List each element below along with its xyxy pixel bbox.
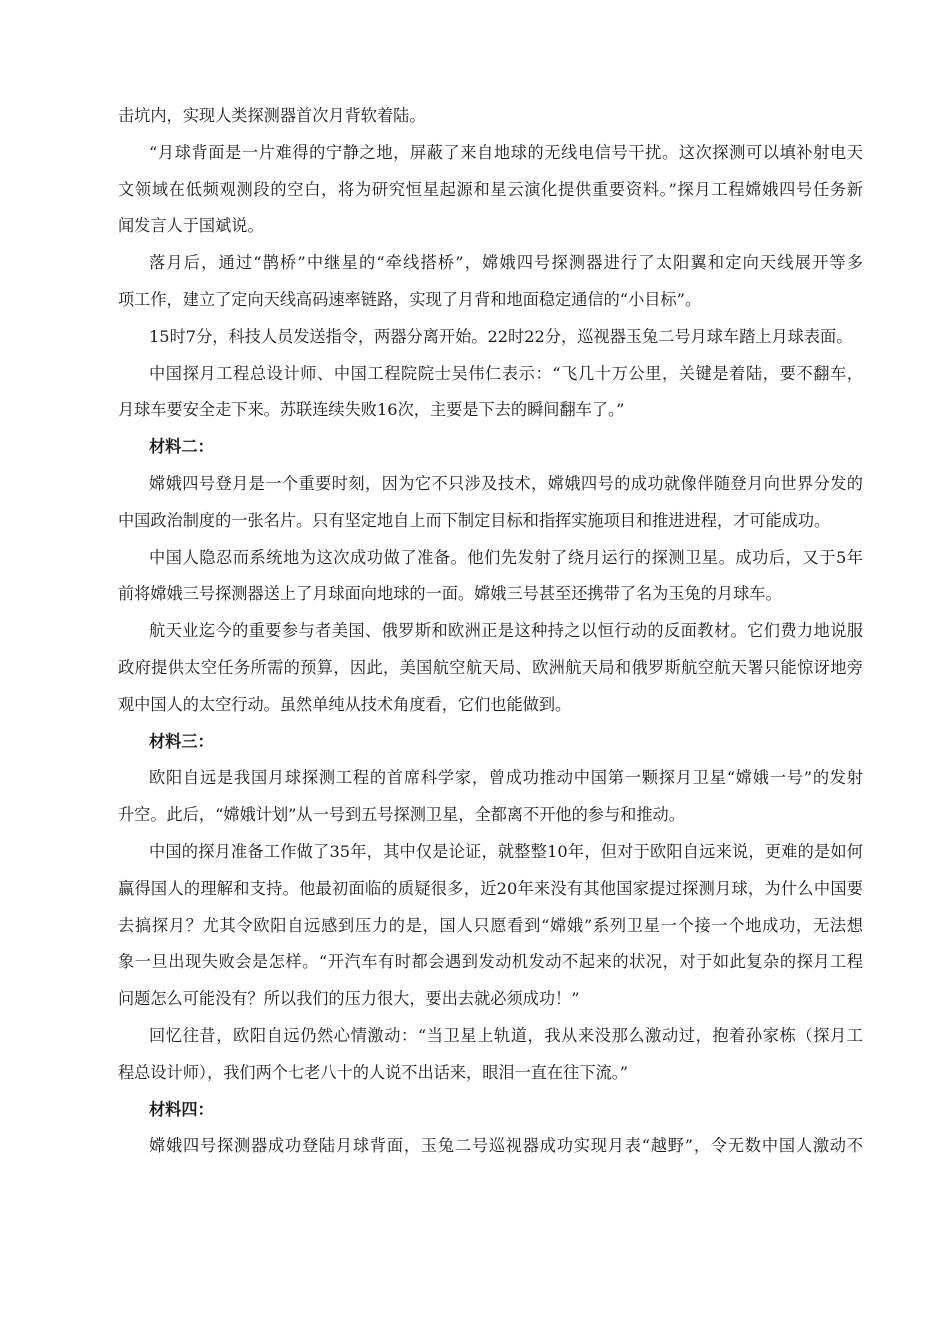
text-line: 去搞探月？尤其令欧阳自远感到压力的是，国人只愿看到“嫦娥”系列卫星一个接一个地成功，无法想 [118, 915, 863, 935]
text-line: 中国的探月准备工作做了35年，其中仅是论证，就整整10年，但对于欧阳自远来说，更难的是如何 [149, 841, 863, 861]
text-line: 观中国人的太空行动。虽然单纯从技术角度看，它们也能做到。 [118, 694, 572, 714]
text-line: 政府提供太空任务所需的预算，因此，美国航空航天局、欧洲航天局和俄罗斯航空航天署只能惊讶地旁 [118, 657, 863, 677]
text-line: 前将嫦娥三号探测器送上了月球面向地球的一面。嫦娥三号甚至还携带了名为玉兔的月球车。 [118, 584, 782, 604]
text-line: “月球背面是一片难得的宁静之地，屏蔽了来自地球的无线电信号干扰。这次探测可以填补射电天 [149, 142, 863, 162]
text-line: 落月后，通过“鹊桥”中继星的“牵线搭桥”，嫦娥四号探测器进行了太阳翼和定向天线展开等多 [149, 253, 863, 273]
text-line: 升空。此后，“嫦娥计划”从一号到五号探测卫星，全都离不开他的参与和推动。 [118, 805, 685, 825]
text-line: 项工作，建立了定向天线高码速率链路，实现了月背和地面稳定通信的“小目标”。 [118, 289, 702, 309]
text-line: 月球车要安全走下来。苏联连续失败16次，主要是下去的瞬间翻车了。” [118, 400, 625, 420]
text-line: 欧阳自远是我国月球探测工程的首席科学家，曾成功推动中国第一颗探月卫星“嫦娥一号”的发射 [149, 768, 863, 788]
text-line: 闻发言人于国斌说。 [118, 216, 264, 236]
text-line: 中国人隐忍而系统地为这次成功做了准备。他们先发射了绕月运行的探测卫星。成功后，又于5年 [149, 547, 863, 567]
section-heading: 材料二： [149, 437, 214, 457]
text-line: 航天业迄今的重要参与者美国、俄罗斯和欧洲正是这种持之以恒行动的反面教材。它们费力地说服 [149, 621, 863, 641]
text-line: 15时7分，科技人员发送指令，两器分离开始。22时22分，巡视器玉兔二号月球车踏上月球表面。 [149, 326, 853, 346]
text-line: 程总设计师），我们两个七老八十的人说不出话来，眼泪一直在往下流。” [118, 1062, 629, 1082]
text-line: 中国探月工程总设计师、中国工程院院士吴伟仁表示：“飞几十万公里，关键是着陆，要不翻车， [149, 363, 863, 383]
text-line: 问题怎么可能没有？所以我们的压力很大，要出去就必须成功！” [118, 989, 580, 1009]
text-line: 中国政治制度的一张名片。只有坚定地自上而下制定目标和指挥实施项目和推进进程，才可能成功。 [118, 510, 831, 530]
text-line: 回忆往昔，欧阳自远仍然心情激动：“当卫星上轨道，我从来没那么激动过，抱着孙家栋（探月工 [149, 1025, 863, 1045]
text-line: 击坑内，实现人类探测器首次月背软着陆。 [118, 106, 426, 125]
text-line: 嫦娥四号探测器成功登陆月球背面，玉兔二号巡视器成功实现月表“越野”，令无数中国人激动不 [149, 1136, 863, 1156]
text-line: 嫦娥四号登月是一个重要时刻，因为它不只涉及技术，嫦娥四号的成功就像伴随登月向世界分发的 [149, 473, 863, 493]
text-line: 赢得国人的理解和支持。他最初面临的质疑很多，近20年来没有其他国家提过探测月球，为什么中国要 [118, 878, 863, 898]
text-line: 文领域在低频观测段的空白，将为研究恒星起源和星云演化提供重要资料。”探月工程嫦娥四号任务新 [118, 179, 863, 199]
text-line: 象一旦出现失败会是怎样。“开汽车有时都会遇到发动机发动不起来的状况，对于如此复杂的探月工程 [118, 952, 863, 972]
section-heading: 材料四： [149, 1099, 214, 1119]
section-heading: 材料三： [149, 731, 214, 751]
document-body [118, 98, 863, 1165]
